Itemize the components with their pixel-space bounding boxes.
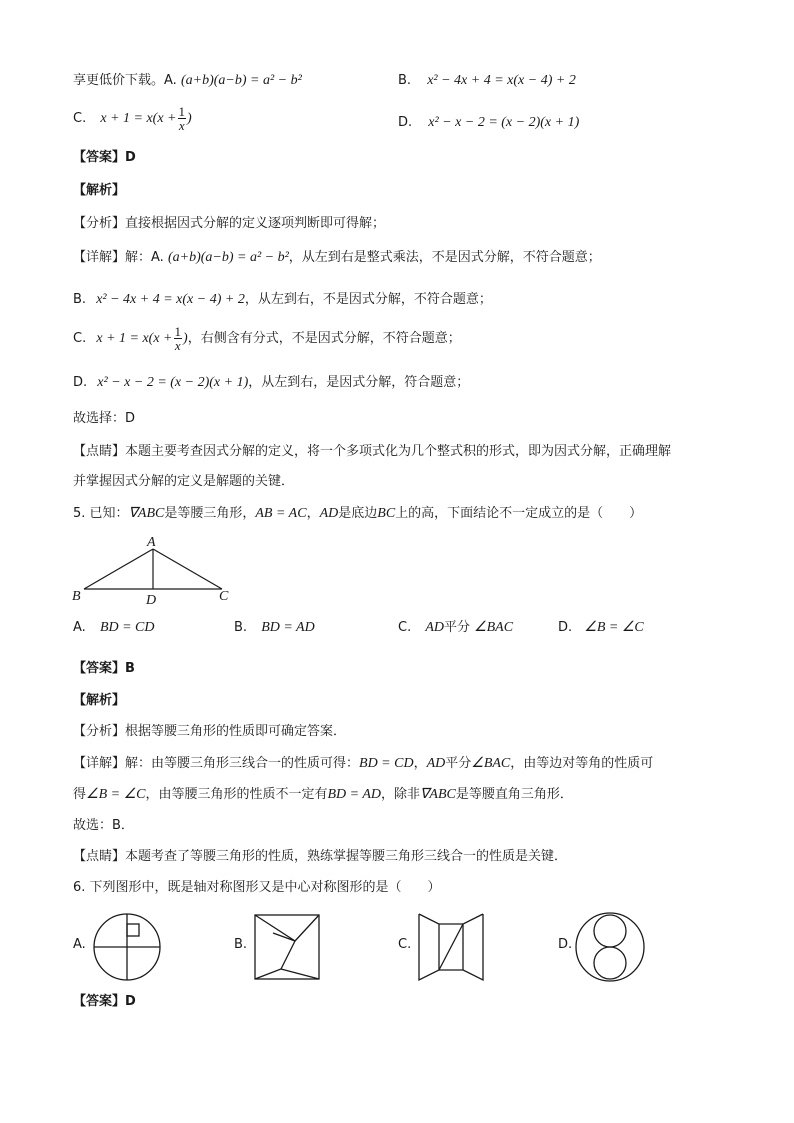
q5-detail-1: 【详解】解：由等腰三角形三线合一的性质可得：BD = CD，AD平分∠BAC，由等边对等角的性质可 [73,756,654,771]
q4-dianjing-1: 【点睛】本题主要考查因式分解的定义，将一个多项式化为几个整式积的形式，即为因式分解，正确理解 [73,444,672,459]
q6-stem: 6. 下列图形中，既是轴对称图形又是中心对称图形的是（ ） [73,880,441,895]
q6-optA-label: A. [73,937,86,952]
q4-optB-math: x² − 4x + 4 = x(x − 4) + 2 [427,73,576,88]
q4-optC-fraction: $\frac{1}{x}$ [178,104,186,133]
q4-optD-math: x² − x − 2 = (x − 2)(x + 1) [428,115,580,130]
q4-detail-d-math: x² − x − 2 = (x − 2)(x + 1) [97,375,249,390]
label-A: A [147,535,156,550]
q4-dianjing-2: 并掌握因式分解的定义是解题的关键． [73,474,295,489]
q4-detail-b-math: x² − 4x + 4 = x(x − 4) + 2 [96,292,245,307]
q5-detail-2: 得∠B = ∠C，由等腰三角形的性质不一定有BD = AD，除非∇ABC是等腰直角三角形． [73,787,573,802]
q4-detail-c-fraction: $\frac{1}{x}$ [174,324,182,353]
q5-stem: 5. 已知：∇ABC是等腰三角形，AB = AC，AD是底边BC上的高，下面结论不一定成立的是（ ） [73,506,643,521]
q4-optC-math-pre: x + 1 = x(x + [100,111,177,126]
q5-optA: A. BD = CD [73,620,155,635]
q6-optD-label: D. [558,937,573,952]
side-AC [153,549,222,589]
q5-choose: 故选：B． [73,818,134,833]
q4-optB-label: B. [398,73,412,88]
q6-optB-figure [253,913,323,981]
q6-optA-figure [92,912,162,982]
q4-optD [398,114,579,132]
q4-optC [73,105,192,132]
q4-detail-c: C. x + 1 = x(x + $\frac{1}{x}$ )，右侧含有分式，不是因式分解，不符合题意； [73,324,461,353]
q4-optD-label: D. [398,115,413,130]
q5-fenxi: 【分析】根据等腰三角形的性质即可确定答案． [73,724,347,739]
q4-detail-c-math-pre: x + 1 = x(x + [96,331,173,346]
q4-detail-b: B. x² − 4x + 4 = x(x − 4) + 2，从左到右，不是因式分解，不符合题意； [73,292,492,307]
q4-optB [398,72,576,90]
q5-answer: 【答案】B [73,661,135,676]
q4-options-row1 [73,72,302,90]
q6-optC-label: C. [398,937,412,952]
q4-analysis-title: 【解析】 [73,183,126,198]
q4-optC-label: C. [73,111,87,126]
q4-optA-math: (a+b)(a−b) = a² − b² [180,73,302,88]
q6-optB-label: B. [234,937,248,952]
q4-detail-a: 【详解】解：A. (a+b)(a−b) = a² − b²，从左到右是整式乘法，不是因式分解，不符合题意； [73,250,601,265]
q4-answer: 【答案】D [73,150,136,165]
q5-optB: B. BD = AD [234,620,315,635]
q4-detail-a-math: (a+b)(a−b) = a² − b² [167,250,289,265]
q5-triangle-figure [68,534,248,610]
label-D: D [146,593,157,608]
q4-choose: 故选择：D [73,411,136,426]
q4-optC-math-post: ) [187,111,192,126]
side-AB [84,549,153,589]
q5-optD: D. ∠B = ∠C [558,620,644,635]
q5-analysis-title: 【解析】 [73,693,126,708]
label-B: B [72,589,81,604]
label-C: C [219,589,229,604]
q5-optC: C. AD平分 ∠BAC [398,620,514,635]
q4-line1-prefix: 享更低价下载。A. [73,73,177,88]
q6-answer: 【答案】D [73,994,136,1009]
q4-fenxi: 【分析】直接根据因式分解的定义逐项判断即可得解； [73,216,386,231]
q5-dianjing: 【点睛】本题考查了等腰三角形的性质，熟练掌握等腰三角形三线合一的性质是关键． [73,849,568,864]
q6-optC-figure [415,911,487,983]
q4-detail-d: D. x² − x − 2 = (x − 2)(x + 1)，从左到右，是因式分解，符合题意； [73,375,470,390]
q6-optD-figure [574,911,646,983]
